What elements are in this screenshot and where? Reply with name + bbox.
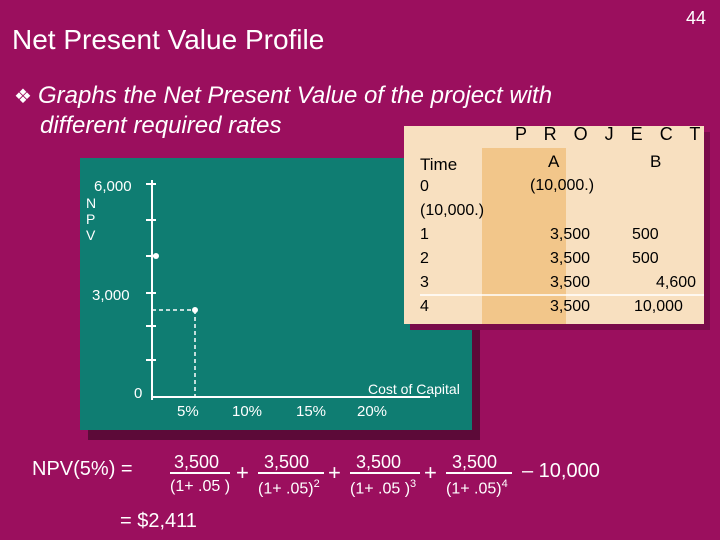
denominator [258,478,320,498]
formula-label: NPV(5%) = [32,458,133,480]
a-value: (10,000.) [530,177,595,194]
time-cell: 0 [420,178,429,195]
y-tick-label: 3,000 [92,287,130,304]
y-label-letter: V [86,227,96,243]
fraction-bar [258,472,324,474]
x-tick-label: 5% [177,403,199,420]
denominator [446,478,508,498]
x-axis-title: Cost of Capital [368,381,460,397]
time-cell: 1 [420,226,429,243]
slide-title: Net Present Value Profile [12,24,325,55]
x-tick-label: 15% [296,403,327,420]
bullet-text-line2: different required rates [40,112,282,139]
diamond-bullet-icon: ❖ [14,86,32,108]
numerator: 3,500 [264,452,310,472]
numerator: 3,500 [174,452,220,472]
time-cell: 3 [420,274,429,291]
time-header: Time [420,155,458,174]
col-b-header: B [650,152,662,171]
exponent: 4 [501,478,508,490]
y-label-letter: P [86,211,96,227]
b-value: 4,600 [656,274,697,291]
exponent: 2 [313,478,320,490]
denominator [350,478,416,498]
x-tick-label: 10% [232,403,263,420]
fraction-bar [446,472,512,474]
b-value: 10,000 [634,298,683,315]
plus-sign: + [236,460,249,485]
numerator: 3,500 [452,452,498,472]
b-value: 500 [632,250,659,267]
formula-tail: – 10,000 [522,460,600,482]
fraction-bar [170,472,230,474]
bullet-text-line1: Graphs the Net Present Value of the project with [38,82,553,109]
exponent: 3 [410,478,417,490]
y-tick-label: 0 [134,385,143,402]
plus-sign: + [424,460,437,485]
denominator-text: (1+ .05) [446,480,502,498]
y-label-letter: N [86,195,97,211]
a-value: 3,500 [550,298,591,315]
b-value: 500 [632,226,659,243]
col-a-header: A [548,152,560,171]
plus-sign: + [328,460,341,485]
a-value: 3,500 [550,250,591,267]
time-cell: 2 [420,250,429,267]
denominator-text: (1+ .05 ) [350,480,411,498]
denominator-text: (1+ .05) [258,480,314,498]
a-value: 3,500 [550,274,591,291]
a-value: 3,500 [550,226,591,243]
fraction-bar [350,472,420,474]
time-cell: 4 [420,298,429,315]
denominator: (1+ .05 ) [170,478,231,495]
formula-result: = $2,411 [120,510,197,532]
numerator: 3,500 [356,452,402,472]
y-tick-label: 6,000 [94,178,132,195]
project-header: P R O J E C T [515,124,707,144]
time-cell: (10,000.) [420,202,485,219]
x-tick-label: 20% [357,403,388,420]
page-number: 44 [685,8,706,28]
